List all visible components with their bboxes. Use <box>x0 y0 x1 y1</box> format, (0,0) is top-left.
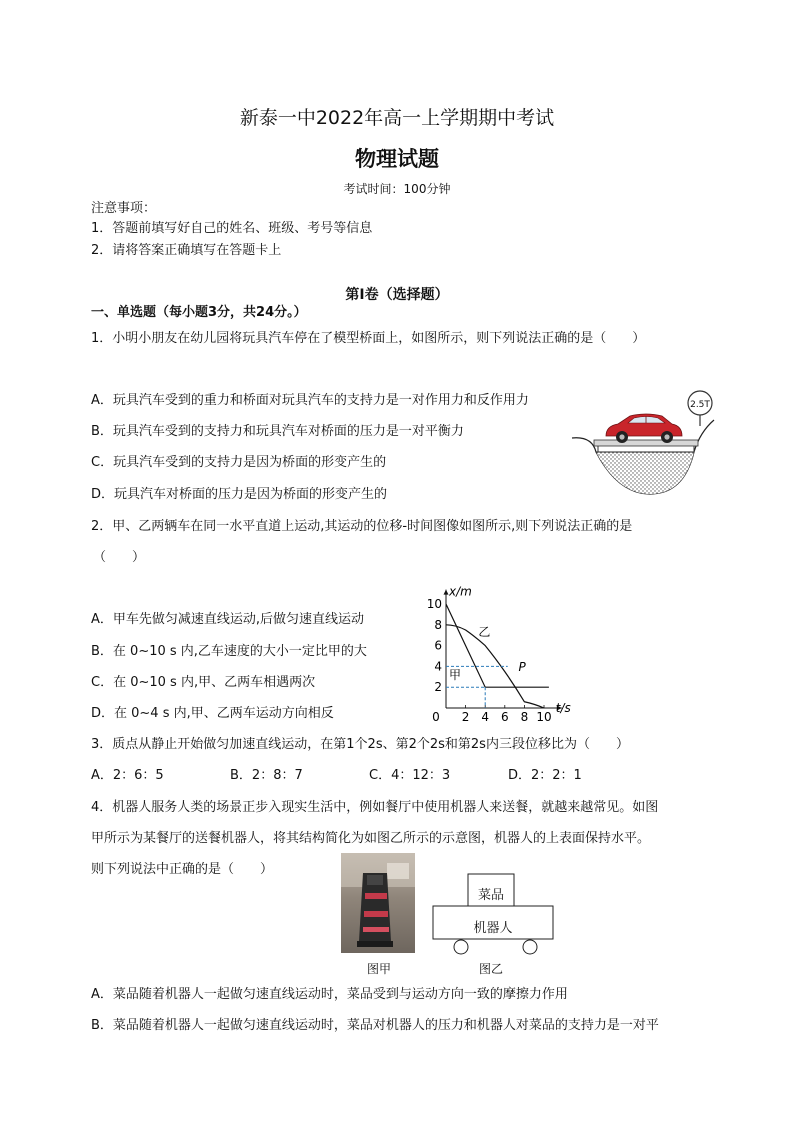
exam-title: 新泰一中2022年高一上学期期中考试 <box>239 107 555 129</box>
robot-photo <box>341 853 415 953</box>
note-item: 2．请将答案正确填写在答题卡上 <box>91 243 282 258</box>
q2-option-c: C．在 0~10 s 内,甲、乙两车相遇两次 <box>91 675 316 690</box>
q3-option-c: C．4：12：3 <box>369 768 451 783</box>
y-tick-label: 4 <box>434 659 442 674</box>
part-title: 一、单选题（每小题3分，共24分。） <box>91 305 307 320</box>
x-tick-label: 0 <box>432 710 440 724</box>
y-tick-label: 8 <box>434 617 442 632</box>
x-tick-label: 4 <box>481 710 490 724</box>
q2-option-a: A．甲车先做匀减速直线运动,后做匀速直线运动 <box>91 612 365 627</box>
q1-option-a: A．玩具汽车受到的重力和桥面对玩具汽车的支持力是一对作用力和反作用力 <box>91 393 529 408</box>
notes-heading: 注意事项： <box>91 201 157 216</box>
x-tick-label: 2 <box>461 710 470 724</box>
subject-title: 物理试题 <box>355 147 439 171</box>
q2-option-b: B．在 0~10 s 内,乙车速度的大小一定比甲的大 <box>91 644 367 659</box>
bridge-figure <box>566 386 726 498</box>
q3-option-a: A．2：6：5 <box>91 768 164 783</box>
q3-option-b: B．2：8：7 <box>230 768 303 783</box>
x-tick-label: 10 <box>536 710 552 724</box>
section-title: 第I卷（选择题） <box>345 287 449 303</box>
q1-option-b: B．玩具汽车受到的支持力和玩具汽车对桥面的压力是一对平衡力 <box>91 424 464 439</box>
q1-stem: 1．小明小朋友在幼儿园将玩具汽车停在了模型桥面上，如图所示，则下列说法正确的是（ ） <box>91 331 646 346</box>
xt-chart <box>420 580 590 725</box>
y-axis-label: x/m <box>449 584 472 599</box>
series-label-jia: 甲 <box>448 667 461 682</box>
x-tick-label: 8 <box>520 710 529 724</box>
y-tick-label: 10 <box>426 597 442 611</box>
caption-a: 图甲 <box>367 962 392 976</box>
series-label-yi: 乙 <box>478 625 491 640</box>
series-jia-line <box>446 604 549 687</box>
q2-stem: 2．甲、乙两辆车在同一水平直道上运动,其运动的位移-时间图像如图所示,则下列说法正确的是 <box>91 519 633 534</box>
y-tick-label: 2 <box>434 680 442 695</box>
q1-option-c: C．玩具汽车受到的支持力是因为桥面的形变产生的 <box>91 455 387 470</box>
q4-option-b: B．菜品随着机器人一起做匀速直线运动时，菜品对机器人的压力和机器人对菜品的支持力是一对平 <box>91 1018 659 1033</box>
box-food-label: 菜品 <box>477 888 504 903</box>
exam-time: 考试时间：100分钟 <box>343 182 451 196</box>
q4-stem-line1: 4．机器人服务人类的场景正步入现实生活中，例如餐厅中使用机器人来送餐，就越来越常见。如图 <box>91 800 659 815</box>
y-axis-arrow <box>444 590 449 595</box>
box-robot-label: 机器人 <box>473 921 513 936</box>
q1-option-d: D．玩具汽车对桥面的压力是因为桥面的形变产生的 <box>91 487 388 502</box>
serving-robot-icon <box>341 853 415 953</box>
toy-car-icon <box>606 414 682 443</box>
q4-stem-line3: 则下列说法中正确的是（ ） <box>91 862 274 877</box>
note-item: 1．答题前填写好自己的姓名、班级、考号等信息 <box>91 221 373 236</box>
x-tick-label: 6 <box>500 710 509 724</box>
series-yi-line <box>446 625 544 708</box>
weight-limit-label: 2.5T <box>690 400 710 410</box>
q3-stem: 3．质点从静止开始做匀加速直线运动，在第1个2s、第2个2s和第2s内三段位移比为（ ） <box>91 737 629 752</box>
y-tick-label: 6 <box>434 638 442 653</box>
caption-b: 图乙 <box>479 962 504 976</box>
q3-option-d: D．2：2：1 <box>508 768 582 783</box>
q4-option-a: A．菜品随着机器人一起做匀速直线运动时，菜品受到与运动方向一致的摩擦力作用 <box>91 987 568 1002</box>
q4-stem-line2: 甲所示为某餐厅的送餐机器人，将其结构简化为如图乙所示的示意图，机器人的上表面保持水平。 <box>91 831 651 846</box>
q2-option-d: D．在 0~4 s 内,甲、乙两车运动方向相反 <box>91 706 334 721</box>
q2-stem-bracket: （ ） <box>93 550 146 565</box>
point-label-p: P <box>518 660 526 675</box>
x-axis-label: t/s <box>555 701 571 715</box>
